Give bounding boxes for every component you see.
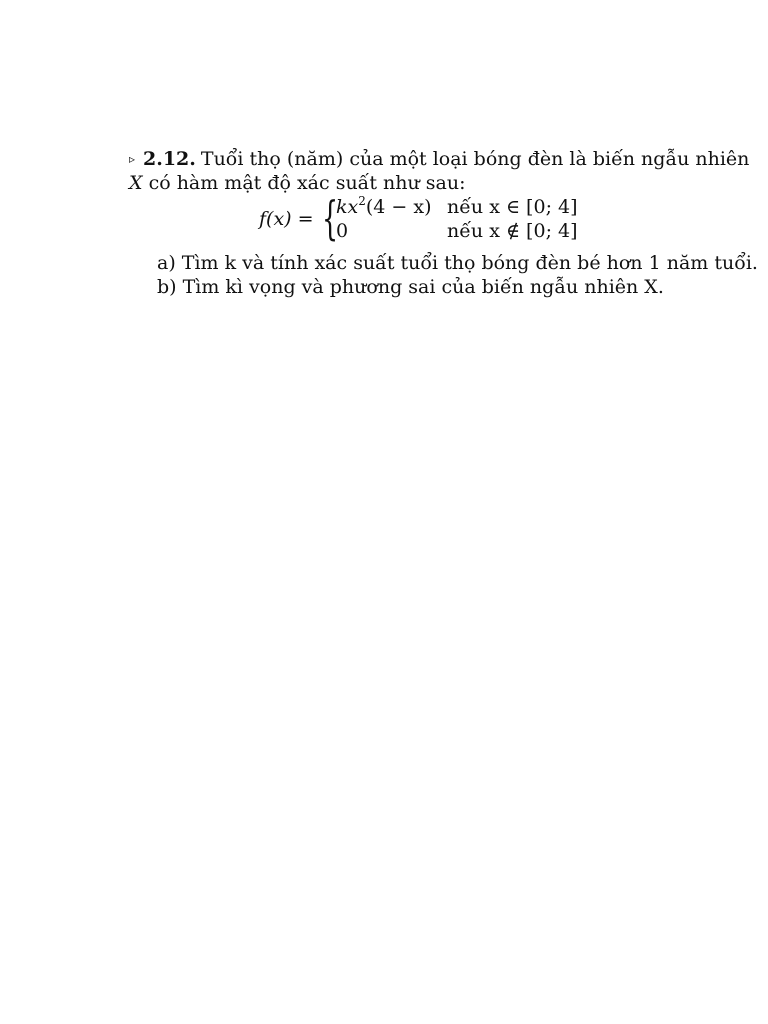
formula-lhs: f(x) = [259,208,314,230]
problem-text-line-1: Tuổi thọ (năm) của một loại bóng đèn là biến ngẫu nhiên [200,148,750,170]
problem-number: 2.12. [143,148,196,170]
question-item-a: a) Tìm k và tính xác suất tuổi thọ bóng đèn bé hơn 1 năm tuổi. [157,252,758,274]
question-list [129,251,758,299]
formula-case-2-expression: 0 [336,220,349,242]
formula-case-2-condition: nếu x ∉ [0; 4] [447,220,578,242]
problem-line-1 [129,147,750,171]
question-item-b: b) Tìm kì vọng và phương sai của biến ngẫu nhiên X. [157,276,664,298]
triangle-marker-icon: ▹ [129,152,136,166]
problem-block [129,147,758,299]
density-formula [129,191,691,245]
problem-line-2 [129,171,691,195]
random-variable-x: X [129,172,143,194]
formula-case-1-condition: nếu x ∈ [0; 4] [447,196,578,218]
left-brace-icon: { [322,191,339,245]
formula-case-1-expression: $kx^2(4 - x)$ [336,194,432,218]
problem-text-line-2: có hàm mật độ xác suất như sau: [142,172,466,194]
